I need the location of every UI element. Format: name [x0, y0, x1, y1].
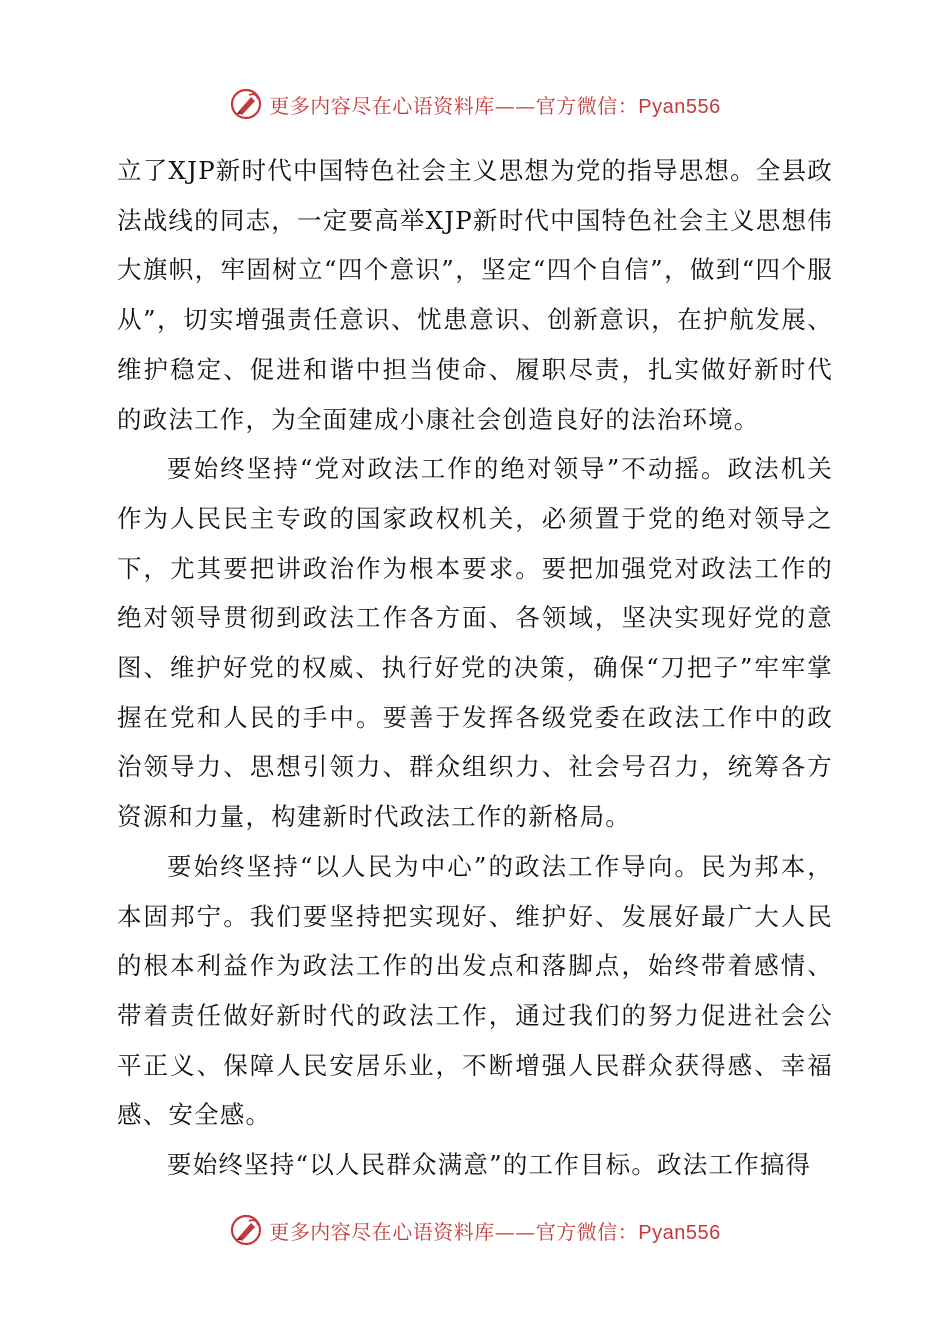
document-body [117, 146, 833, 1190]
paragraph-2: 要始终坚持“党对政法工作的绝对领导”不动摇。政法机关作为人民民主专政的国家政权机关，必须置于党的绝对领导之下，尤其要把讲政治作为根本要求。要把加强党对政法工作的绝对领导贯彻到政法工作各方面、各领域，坚决实现好党的意图、维护好党的权威、执行好党的决策，确保“刀把子”牢牢掌握在党和人民的手中。要善于发挥各级党委在政法工作中的政治领导力、思想引领力、群众组织力、社会号召力，统筹各方资源和力量，构建新时代政法工作的新格局。 [117, 454, 833, 832]
pen-nib-logo-icon [229, 87, 263, 121]
banner-text [269, 1216, 720, 1245]
banner-main: 更多内容尽在心语资料库 [269, 1219, 495, 1244]
banner-text [269, 90, 720, 119]
banner-wechat-label: 官方微信： [535, 93, 639, 118]
paragraph-3: 要始终坚持“以人民为中心”的政法工作导向。民为邦本，本固邦宁。我们要坚持把实现好、维护好、发展好最广大人民的根本利益作为政法工作的出发点和落脚点，始终带着感情、带着责任做好新时代的政法工作，通过我们的努力促进社会公平正义、保障人民安居乐业，不断增强人民群众获得感、幸福感、安全感。 [117, 851, 833, 1130]
pen-nib-logo-icon [229, 1213, 263, 1247]
banner-dash: —— [494, 93, 536, 118]
footer-banner [0, 1210, 950, 1250]
header-banner [0, 84, 950, 124]
banner-wechat-label: 官方微信： [535, 1219, 639, 1244]
banner-dash: —— [494, 1219, 536, 1244]
banner-wechat-id: Pyan556 [638, 1221, 721, 1244]
banner-main: 更多内容尽在心语资料库 [269, 93, 495, 118]
banner-wechat-id: Pyan556 [638, 95, 721, 118]
paragraph-4: 要始终坚持“以人民群众满意”的工作目标。政法工作搞得 [167, 1150, 812, 1180]
paragraph-1: 立了XJP新时代中国特色社会主义思想为党的指导思想。全县政法战线的同志，一定要高举XJP新时代中国特色社会主义思想伟大旗帜，牢固树立“四个意识”，坚定“四个自信”，做到“四个服从”，切实增强责任意识、忧患意识、创新意识，在护航发展、维护稳定、促进和谐中担当使命、履职尽责，扎实做好新时代的政法工作，为全面建成小康社会创造良好的法治环境。 [117, 156, 833, 434]
